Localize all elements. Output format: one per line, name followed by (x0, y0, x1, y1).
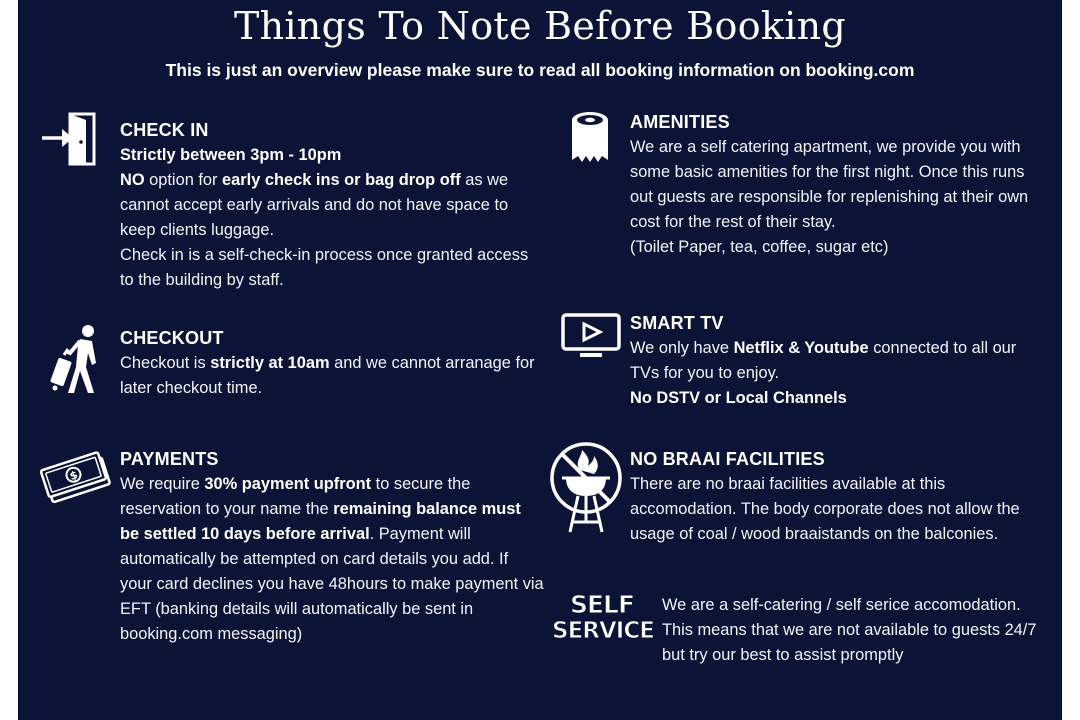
self-service-icon-line2: SERVICE (552, 618, 654, 644)
page-subtitle: This is just an overview please make sure to read all booking information on booking.com (165, 60, 915, 80)
check-in-heading: CHECK IN (120, 120, 209, 140)
door-enter-icon (40, 112, 100, 168)
smart-tv-heading: SMART TV (630, 313, 724, 333)
self-service-section (662, 593, 1040, 668)
payments-mid-text: to secure the reservation to your name the (120, 475, 471, 518)
self-service-icon-line1: SELF (569, 590, 635, 619)
amenities-heading: AMENITIES (630, 112, 730, 132)
toilet-roll-icon (568, 110, 614, 166)
booking-notes-page (18, 0, 1062, 720)
checkout-pre-text: Checkout is (120, 354, 211, 372)
no-braai-section (630, 449, 1040, 547)
tv-play-icon (560, 312, 622, 362)
traveler-luggage-icon (36, 323, 108, 395)
no-braai-icon (548, 440, 624, 536)
no-braai-body: There are no braai facilities available at this accomodation. The body corporate does not allow the usage of coal / wood braaistands on the balconies. (630, 475, 1020, 543)
smart-tv-post-text: connected to all our TVs for you to enjoy. (630, 339, 1017, 382)
amenities-section (630, 112, 1040, 260)
smart-tv-pre-text: We only have (630, 339, 734, 357)
amenities-examples: (Toilet Paper, tea, coffee, sugar etc) (630, 238, 889, 256)
svg-text:$: $ (68, 468, 80, 484)
check-in-option-text: option for (144, 171, 223, 189)
money-bills-icon (40, 448, 112, 504)
checkout-section (120, 328, 540, 401)
smart-tv-section (630, 313, 1040, 411)
no-braai-heading: NO BRAAI FACILITIES (630, 449, 825, 469)
checkout-body (120, 351, 540, 401)
check-in-no: NO (120, 171, 145, 189)
payments-heading: PAYMENTS (120, 449, 219, 469)
checkout-time: strictly at 10am (210, 354, 330, 372)
check-in-section (120, 120, 540, 293)
payments-balance: remaining balance must be settled 10 days before arrival (120, 500, 521, 543)
payments-body (120, 472, 544, 647)
payments-upfront: 30% payment upfront (204, 475, 372, 493)
check-in-body (120, 143, 540, 293)
payments-section (120, 449, 544, 647)
check-in-early-text: early check ins or bag drop off (222, 171, 461, 189)
self-service-icon (552, 592, 652, 644)
smart-tv-note: No DSTV or Local Channels (630, 389, 847, 407)
check-in-process-text: Check in is a self-check-in process once granted access to the building by staff. (120, 246, 529, 289)
smart-tv-body (630, 336, 1040, 411)
checkout-post-text: and we cannot arranage for later checkout time. (120, 354, 535, 397)
self-service-body: We are a self-catering / self serice accomodation. This means that we are not available to guests 24/7 but try our best to assist promptly (662, 596, 1037, 664)
check-in-time: Strictly between 3pm - 10pm (120, 146, 342, 164)
smart-tv-services: Netflix & Youtube (733, 339, 869, 357)
checkout-heading: CHECKOUT (120, 328, 224, 348)
amenities-text: We are a self catering apartment, we provide you with some basic amenities for the first night. Once this runs out guests are responsible for replenishing at their own cost for the rest of their stay. (630, 138, 1029, 231)
payments-post-text: . Payment will automatically be attempted on card details you add. If your card declines you have 48hours to make payment via EFT (banking details will automatically be sent in booking.com messaging) (120, 525, 544, 643)
amenities-body (630, 135, 1040, 260)
page-title: Things To Note Before Booking (233, 4, 847, 48)
payments-pre-text: We require (120, 475, 205, 493)
check-in-rest-text: as we cannot accept early arrivals and do not have space to keep clients luggage. (120, 171, 509, 239)
